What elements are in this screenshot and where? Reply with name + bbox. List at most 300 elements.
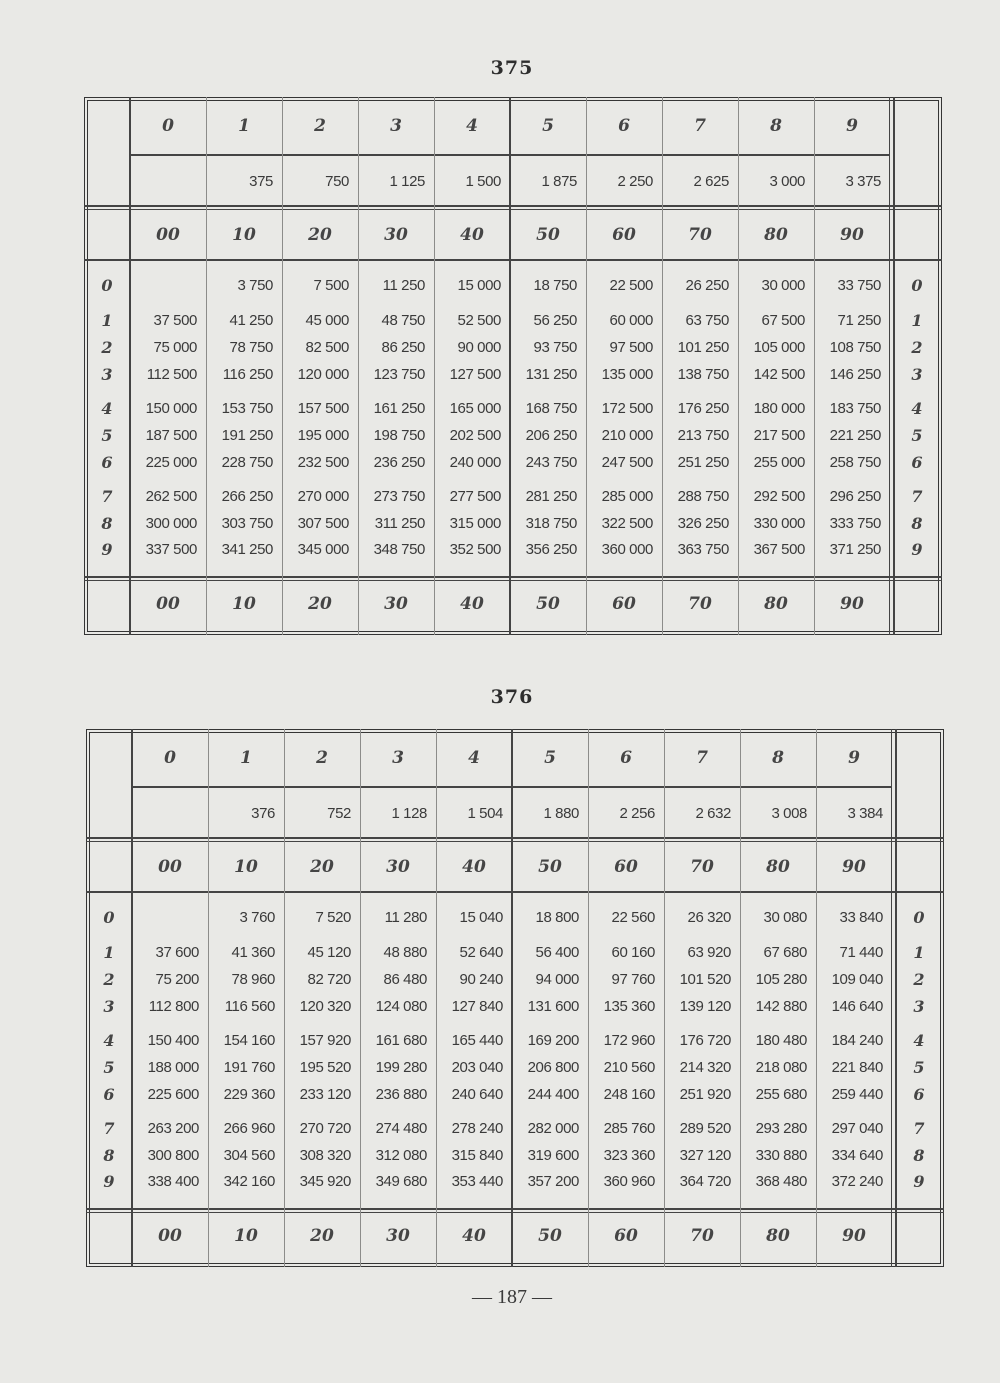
product-cell: 18 800 xyxy=(535,909,579,926)
column-tens-footer: 70 xyxy=(688,594,712,614)
product-cell: 101 250 xyxy=(677,339,729,356)
product-cell: 285 000 xyxy=(601,488,653,505)
product-cell: 180 480 xyxy=(755,1032,807,1049)
column-tens-header: 10 xyxy=(234,857,258,877)
row-label: 2 xyxy=(101,338,113,357)
row-label: 7 xyxy=(103,1119,115,1138)
product-cell: 330 880 xyxy=(755,1147,807,1164)
product-cell: 3 750 xyxy=(237,277,273,294)
product-cell: 191 760 xyxy=(223,1059,275,1076)
product-cell: 33 840 xyxy=(839,909,883,926)
product-cell: 360 960 xyxy=(603,1173,655,1190)
product-cell: 63 920 xyxy=(687,944,731,961)
product-cell: 312 080 xyxy=(375,1147,427,1164)
product-cell: 285 760 xyxy=(603,1120,655,1137)
column-tens-footer: 00 xyxy=(156,594,180,614)
product-cell: 33 750 xyxy=(837,277,881,294)
column-digit-header: 2 xyxy=(316,748,328,768)
product-cell: 266 960 xyxy=(223,1120,275,1137)
product-cell: 244 400 xyxy=(527,1086,579,1103)
product-cell: 292 500 xyxy=(753,488,805,505)
product-cell: 372 240 xyxy=(831,1173,883,1190)
unit-product-cell: 3 375 xyxy=(845,173,881,190)
product-cell: 322 500 xyxy=(601,515,653,532)
column-digit-header: 0 xyxy=(164,748,176,768)
product-cell: 187 500 xyxy=(145,427,197,444)
product-cell: 337 500 xyxy=(145,541,197,558)
product-cell: 153 750 xyxy=(221,400,273,417)
product-cell: 195 520 xyxy=(299,1059,351,1076)
product-cell: 135 000 xyxy=(601,366,653,383)
product-cell: 315 840 xyxy=(451,1147,503,1164)
product-cell: 353 440 xyxy=(451,1173,503,1190)
multiplication-table xyxy=(84,97,942,635)
product-cell: 26 250 xyxy=(685,277,729,294)
column-tens-footer: 80 xyxy=(764,594,788,614)
product-cell: 300 800 xyxy=(147,1147,199,1164)
row-label: 6 xyxy=(101,453,113,472)
unit-product-cell xyxy=(130,172,206,192)
product-cell: 206 800 xyxy=(527,1059,579,1076)
product-cell: 277 500 xyxy=(449,488,501,505)
product-cell: 97 760 xyxy=(611,971,655,988)
row-label: 4 xyxy=(101,399,113,418)
row-label: 9 xyxy=(911,540,923,559)
row-label: 9 xyxy=(101,540,113,559)
product-cell: 127 500 xyxy=(449,366,501,383)
product-cell: 255 000 xyxy=(753,454,805,471)
row-label: 8 xyxy=(911,514,923,533)
product-cell: 206 250 xyxy=(525,427,577,444)
product-cell: 364 720 xyxy=(679,1173,731,1190)
column-digit-header: 3 xyxy=(392,748,404,768)
product-cell: 218 080 xyxy=(755,1059,807,1076)
unit-product-cell: 750 xyxy=(325,173,349,190)
row-label: 1 xyxy=(103,943,115,962)
product-cell: 278 240 xyxy=(451,1120,503,1137)
product-cell: 296 250 xyxy=(829,488,881,505)
column-tens-header: 30 xyxy=(386,857,410,877)
unit-product-cell: 2 632 xyxy=(695,805,731,822)
product-cell: 188 000 xyxy=(147,1059,199,1076)
product-cell: 18 750 xyxy=(533,277,577,294)
column-digit-header: 8 xyxy=(772,748,784,768)
product-cell: 232 500 xyxy=(297,454,349,471)
product-cell: 169 200 xyxy=(527,1032,579,1049)
unit-product-cell: 2 625 xyxy=(693,173,729,190)
product-cell: 228 750 xyxy=(221,454,273,471)
column-tens-footer: 30 xyxy=(384,594,408,614)
row-label: 3 xyxy=(101,365,113,384)
row-label: 0 xyxy=(913,908,925,927)
product-cell: 60 160 xyxy=(611,944,655,961)
product-cell: 214 320 xyxy=(679,1059,731,1076)
product-cell: 233 120 xyxy=(299,1086,351,1103)
column-tens-header: 80 xyxy=(764,225,788,245)
unit-product-cell: 1 880 xyxy=(543,805,579,822)
product-cell: 146 640 xyxy=(831,998,883,1015)
product-cell: 221 840 xyxy=(831,1059,883,1076)
product-cell: 172 500 xyxy=(601,400,653,417)
row-label: 3 xyxy=(911,365,923,384)
unit-product-cell: 3 008 xyxy=(771,805,807,822)
row-label: 0 xyxy=(103,908,115,927)
product-cell: 78 960 xyxy=(231,971,275,988)
row-label: 6 xyxy=(911,453,923,472)
column-digit-header: 6 xyxy=(620,748,632,768)
column-tens-header: 70 xyxy=(688,225,712,245)
product-cell: 60 000 xyxy=(609,312,653,329)
product-cell: 22 500 xyxy=(609,277,653,294)
product-cell: 45 120 xyxy=(307,944,351,961)
product-cell: 311 250 xyxy=(374,515,425,532)
product-cell: 255 680 xyxy=(755,1086,807,1103)
product-cell: 41 250 xyxy=(229,312,273,329)
row-label: 2 xyxy=(103,970,115,989)
unit-product-cell: 3 384 xyxy=(847,805,883,822)
product-cell: 45 000 xyxy=(305,312,349,329)
row-label: 3 xyxy=(913,997,925,1016)
column-tens-footer: 20 xyxy=(310,1226,334,1246)
unit-product-cell: 376 xyxy=(251,805,275,822)
column-tens-footer: 90 xyxy=(840,594,864,614)
product-cell: 327 120 xyxy=(679,1147,731,1164)
table-title: 376 xyxy=(490,686,534,708)
product-cell: 360 000 xyxy=(601,541,653,558)
row-label: 5 xyxy=(913,1058,925,1077)
column-tens-header: 20 xyxy=(310,857,334,877)
product-cell: 3 760 xyxy=(239,909,275,926)
product-cell: 22 560 xyxy=(611,909,655,926)
product-cell: 357 200 xyxy=(527,1173,579,1190)
product-cell: 180 000 xyxy=(753,400,805,417)
unit-product-cell: 1 125 xyxy=(389,173,425,190)
row-label: 9 xyxy=(913,1172,925,1191)
column-tens-header: 90 xyxy=(840,225,864,245)
product-cell: 176 250 xyxy=(677,400,729,417)
product-cell: 363 750 xyxy=(677,541,729,558)
product-cell: 109 040 xyxy=(831,971,883,988)
product-cell: 333 750 xyxy=(829,515,881,532)
product-cell: 270 000 xyxy=(297,488,349,505)
product-cell: 251 250 xyxy=(677,454,729,471)
column-tens-header: 80 xyxy=(766,857,790,877)
multiplication-table xyxy=(86,729,944,1267)
page-number: — 187 — xyxy=(472,1286,552,1308)
column-tens-footer: 80 xyxy=(766,1226,790,1246)
product-cell: 293 280 xyxy=(755,1120,807,1137)
product-cell: 243 750 xyxy=(525,454,577,471)
row-label: 6 xyxy=(103,1085,115,1104)
product-cell: 52 500 xyxy=(457,312,501,329)
product-cell: 342 160 xyxy=(223,1173,275,1190)
product-cell: 41 360 xyxy=(231,944,275,961)
column-tens-header: 00 xyxy=(156,225,180,245)
product-cell: 161 250 xyxy=(373,400,425,417)
column-tens-footer: 50 xyxy=(536,594,560,614)
column-digit-header: 7 xyxy=(694,116,706,136)
product-cell: 63 750 xyxy=(685,312,729,329)
column-tens-footer: 30 xyxy=(386,1226,410,1246)
product-cell: 75 000 xyxy=(153,339,197,356)
product-cell: 30 000 xyxy=(761,277,805,294)
product-cell: 123 750 xyxy=(373,366,425,383)
product-cell: 150 400 xyxy=(147,1032,199,1049)
row-label: 5 xyxy=(101,426,113,445)
table-title: 375 xyxy=(490,57,534,79)
product-cell: 225 000 xyxy=(145,454,197,471)
product-cell: 300 000 xyxy=(145,515,197,532)
product-cell: 221 250 xyxy=(829,427,881,444)
product-cell: 30 080 xyxy=(763,909,807,926)
column-tens-header: 70 xyxy=(690,857,714,877)
column-tens-header: 50 xyxy=(538,857,562,877)
row-label: 1 xyxy=(911,311,923,330)
column-tens-header: 40 xyxy=(462,857,486,877)
product-cell: 251 920 xyxy=(679,1086,731,1103)
product-cell: 352 500 xyxy=(449,541,501,558)
product-cell: 225 600 xyxy=(147,1086,199,1103)
product-cell: 127 840 xyxy=(451,998,503,1015)
product-cell: 345 920 xyxy=(299,1173,351,1190)
product-cell: 37 600 xyxy=(155,944,199,961)
product-cell: 26 320 xyxy=(687,909,731,926)
product-cell: 289 520 xyxy=(679,1120,731,1137)
product-cell: 184 240 xyxy=(831,1032,883,1049)
product-cell: 142 880 xyxy=(755,998,807,1015)
product-cell: 274 480 xyxy=(375,1120,427,1137)
row-label: 1 xyxy=(101,311,113,330)
product-cell: 247 500 xyxy=(601,454,653,471)
product-cell: 259 440 xyxy=(831,1086,883,1103)
product-cell: 203 040 xyxy=(451,1059,503,1076)
column-digit-header: 8 xyxy=(770,116,782,136)
product-cell: 86 250 xyxy=(381,339,425,356)
product-cell: 282 000 xyxy=(527,1120,579,1137)
row-label: 7 xyxy=(913,1119,925,1138)
product-cell: 37 500 xyxy=(153,312,197,329)
product-cell: 138 750 xyxy=(677,366,729,383)
product-cell: 150 000 xyxy=(145,400,197,417)
product-cell: 78 750 xyxy=(229,339,273,356)
product-cell: 307 500 xyxy=(297,515,349,532)
product-cell: 326 250 xyxy=(677,515,729,532)
product-cell: 191 250 xyxy=(221,427,273,444)
product-cell: 105 000 xyxy=(753,339,805,356)
column-digit-header: 7 xyxy=(696,748,708,768)
row-label: 0 xyxy=(101,276,113,295)
product-cell: 323 360 xyxy=(603,1147,655,1164)
product-cell: 356 250 xyxy=(525,541,577,558)
column-tens-header: 60 xyxy=(612,225,636,245)
product-cell: 308 320 xyxy=(299,1147,351,1164)
product-cell: 213 750 xyxy=(677,427,729,444)
product-cell: 349 680 xyxy=(375,1173,427,1190)
column-digit-header: 6 xyxy=(618,116,630,136)
column-tens-footer: 20 xyxy=(308,594,332,614)
product-cell: 157 920 xyxy=(299,1032,351,1049)
product-cell: 131 250 xyxy=(525,366,577,383)
product-cell: 217 500 xyxy=(753,427,805,444)
product-cell: 165 000 xyxy=(449,400,501,417)
product-cell: 71 250 xyxy=(837,312,881,329)
product-cell: 67 500 xyxy=(761,312,805,329)
product-cell: 263 200 xyxy=(147,1120,199,1137)
row-label: 7 xyxy=(101,487,113,506)
column-tens-header: 00 xyxy=(158,857,182,877)
row-label: 5 xyxy=(911,426,923,445)
unit-product-cell: 1 504 xyxy=(467,805,503,822)
product-cell: 341 250 xyxy=(221,541,273,558)
product-cell: 195 000 xyxy=(297,427,349,444)
product-cell: 52 640 xyxy=(459,944,503,961)
unit-product-cell: 2 250 xyxy=(617,173,653,190)
product-cell: 71 440 xyxy=(839,944,883,961)
product-cell: 116 560 xyxy=(224,998,275,1015)
product-cell: 82 500 xyxy=(305,339,349,356)
product-cell: 248 160 xyxy=(603,1086,655,1103)
product-cell: 318 750 xyxy=(525,515,577,532)
unit-product-cell xyxy=(132,804,208,824)
product-cell: 124 080 xyxy=(375,998,427,1015)
column-tens-header: 20 xyxy=(308,225,332,245)
product-cell: 236 250 xyxy=(373,454,425,471)
product-cell: 139 120 xyxy=(679,998,731,1015)
product-cell: 345 000 xyxy=(297,541,349,558)
product-cell: 93 750 xyxy=(533,339,577,356)
product-cell: 75 200 xyxy=(155,971,199,988)
product-cell: 120 000 xyxy=(297,366,349,383)
product-cell: 334 640 xyxy=(831,1147,883,1164)
column-tens-header: 60 xyxy=(614,857,638,877)
product-cell: 48 750 xyxy=(381,312,425,329)
column-tens-footer: 50 xyxy=(538,1226,562,1246)
row-label: 8 xyxy=(101,514,113,533)
product-cell: 199 280 xyxy=(375,1059,427,1076)
unit-product-cell: 1 128 xyxy=(391,805,427,822)
product-cell: 146 250 xyxy=(829,366,881,383)
product-cell: 15 000 xyxy=(457,277,501,294)
product-cell: 198 750 xyxy=(373,427,425,444)
product-cell: 90 000 xyxy=(457,339,501,356)
column-tens-header: 30 xyxy=(384,225,408,245)
column-tens-header: 90 xyxy=(842,857,866,877)
product-cell xyxy=(130,276,206,296)
product-cell: 330 000 xyxy=(753,515,805,532)
product-cell: 86 480 xyxy=(383,971,427,988)
product-cell: 11 250 xyxy=(382,277,425,294)
row-label: 4 xyxy=(103,1031,115,1050)
product-cell: 116 250 xyxy=(222,366,273,383)
product-cell: 240 640 xyxy=(451,1086,503,1103)
product-cell: 240 000 xyxy=(449,454,501,471)
unit-product-cell: 1 500 xyxy=(465,173,501,190)
row-label: 9 xyxy=(103,1172,115,1191)
unit-product-cell: 752 xyxy=(327,805,351,822)
product-cell: 368 480 xyxy=(755,1173,807,1190)
product-cell: 97 500 xyxy=(609,339,653,356)
column-tens-footer: 00 xyxy=(158,1226,182,1246)
column-tens-footer: 40 xyxy=(460,594,484,614)
column-tens-footer: 10 xyxy=(232,594,256,614)
product-cell: 229 360 xyxy=(223,1086,275,1103)
product-cell: 48 880 xyxy=(383,944,427,961)
product-cell: 262 500 xyxy=(145,488,197,505)
product-cell: 315 000 xyxy=(449,515,501,532)
product-cell: 165 440 xyxy=(451,1032,503,1049)
row-label: 2 xyxy=(911,338,923,357)
unit-product-cell: 3 000 xyxy=(769,173,805,190)
product-cell: 142 500 xyxy=(753,366,805,383)
column-digit-header: 0 xyxy=(162,116,174,136)
row-label: 0 xyxy=(911,276,923,295)
product-cell: 105 280 xyxy=(755,971,807,988)
row-label: 7 xyxy=(911,487,923,506)
product-cell: 82 720 xyxy=(307,971,351,988)
column-tens-footer: 90 xyxy=(842,1226,866,1246)
column-tens-footer: 70 xyxy=(690,1226,714,1246)
product-cell: 210 000 xyxy=(601,427,653,444)
column-tens-footer: 60 xyxy=(614,1226,638,1246)
product-cell: 176 720 xyxy=(679,1032,731,1049)
product-cell: 56 400 xyxy=(535,944,579,961)
product-cell: 304 560 xyxy=(223,1147,275,1164)
unit-product-cell: 375 xyxy=(249,173,273,190)
product-cell: 161 680 xyxy=(375,1032,427,1049)
product-cell: 338 400 xyxy=(147,1173,199,1190)
product-cell: 120 320 xyxy=(299,998,351,1015)
product-cell: 108 750 xyxy=(829,339,881,356)
product-cell: 154 160 xyxy=(223,1032,275,1049)
product-cell: 90 240 xyxy=(459,971,503,988)
column-tens-footer: 10 xyxy=(234,1226,258,1246)
product-cell: 273 750 xyxy=(373,488,425,505)
column-digit-header: 5 xyxy=(544,748,556,768)
column-digit-header: 1 xyxy=(240,748,252,768)
product-cell: 288 750 xyxy=(677,488,729,505)
product-cell: 67 680 xyxy=(763,944,807,961)
column-tens-footer: 40 xyxy=(462,1226,486,1246)
product-cell: 367 500 xyxy=(753,541,805,558)
row-label: 5 xyxy=(103,1058,115,1077)
product-cell: 348 750 xyxy=(373,541,425,558)
product-cell: 56 250 xyxy=(533,312,577,329)
row-label: 6 xyxy=(913,1085,925,1104)
column-digit-header: 2 xyxy=(314,116,326,136)
product-cell: 236 880 xyxy=(375,1086,427,1103)
column-tens-header: 10 xyxy=(232,225,256,245)
product-cell: 270 720 xyxy=(299,1120,351,1137)
product-cell: 7 520 xyxy=(315,909,351,926)
product-cell: 112 500 xyxy=(146,366,197,383)
unit-product-cell: 2 256 xyxy=(619,805,655,822)
unit-product-cell: 1 875 xyxy=(541,173,577,190)
product-cell: 319 600 xyxy=(527,1147,579,1164)
column-tens-header: 50 xyxy=(536,225,560,245)
product-cell: 157 500 xyxy=(297,400,349,417)
column-digit-header: 9 xyxy=(846,116,858,136)
product-cell: 15 040 xyxy=(459,909,503,926)
row-label: 8 xyxy=(913,1146,925,1165)
column-digit-header: 9 xyxy=(848,748,860,768)
row-label: 1 xyxy=(913,943,925,962)
row-label: 4 xyxy=(911,399,923,418)
product-cell: 168 750 xyxy=(525,400,577,417)
product-cell: 202 500 xyxy=(449,427,501,444)
product-cell xyxy=(132,908,208,928)
product-cell: 281 250 xyxy=(525,488,577,505)
product-cell: 172 960 xyxy=(603,1032,655,1049)
